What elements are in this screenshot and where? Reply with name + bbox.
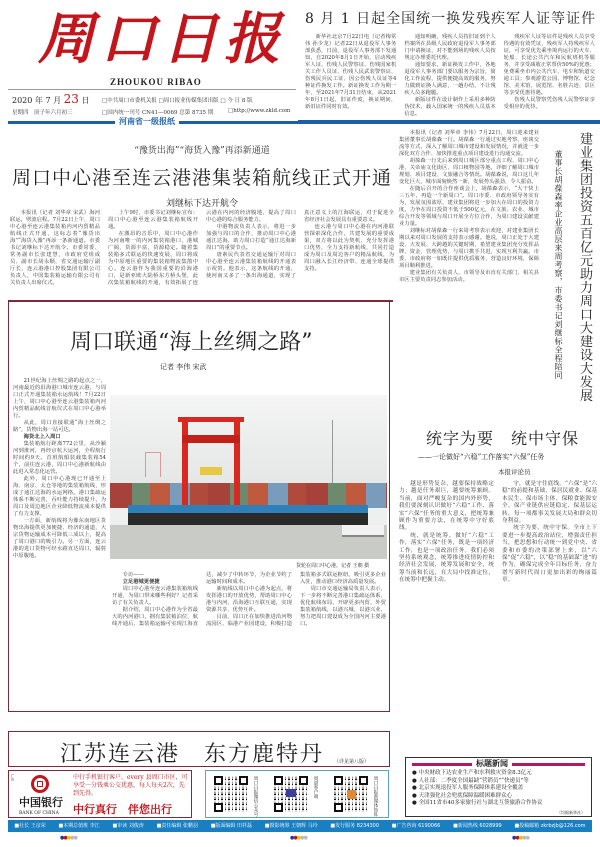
bank-of-china-ad[interactable] bbox=[8, 770, 192, 818]
bank-name: 中国银行 bbox=[19, 796, 63, 809]
grade-label: 河南省一级报纸 bbox=[115, 116, 179, 127]
paragraph: 胡葆森一行先后来到周口城区部分重点工程、周口中心港、关帝庙文化街区、周口植物园等地，详细了解周口城市规划、项目建设、文旅融合等情况。胡葆森说，周口这几年变化巨大，城市面貌焕然一新，发展势头强劲，令人振奋。 bbox=[399, 158, 539, 185]
paragraph: 从此，周口直接联通“海上丝绸之路”，货物出海一站可达。 bbox=[13, 420, 106, 433]
main-subhead: 刘继标下达开航令 bbox=[165, 199, 238, 209]
jianye-body bbox=[399, 130, 539, 415]
footer-item[interactable]: ■投稿邮箱 zkrbzjb@126.com bbox=[514, 823, 586, 829]
editorial-subhead: ——一论做好“六稳”工作落实“六保”任务 bbox=[418, 453, 545, 461]
headline-news-title: 标题新闻 bbox=[472, 758, 512, 769]
port-photo bbox=[110, 395, 387, 559]
qr-code-icon[interactable] bbox=[334, 776, 368, 812]
bank-name-en: BANK OF CHINA bbox=[19, 811, 59, 816]
paragraph: 通知要求，新证换发工作中，各地退役军人事务部门要以服务为宗旨，简化工作流程，提供便捷高效的服务，努力做到证换人满意，一趟办结，不让残疾人员多跑腿。 bbox=[404, 62, 496, 96]
bank-logo-icon bbox=[31, 775, 49, 793]
news-item[interactable]: ● 北京实现退役军人服务保障体系建设全覆盖 bbox=[412, 785, 524, 792]
color-registration-marks: ●●●●● bbox=[512, 835, 529, 841]
photo-caption: 货轮在周口中心港。记者 王朝 摄 bbox=[296, 563, 370, 569]
editorial-body bbox=[399, 481, 597, 746]
paragraph: 建业集团有关负责人，市领导及市直有关部门、相关县市区主要负责同志参加活动。 bbox=[399, 270, 539, 283]
news-item-text: 天津强化社会兜底保障温暖困难群众心 bbox=[418, 792, 513, 799]
bank-slogan: 中行真行 伴您出行 bbox=[73, 803, 172, 816]
paragraph: 统字为要，统中守保。全市上下要进一步提高政治站位，增强责任担当，把思想和行动统一到党中央、省委和市委的决策部署上来，以“六保”促“六稳”，以“稳”的基础谋“进”的作为，确保完成全年目标任务，奋力谱写新时代周口更加出彩的绚丽篇章。 bbox=[502, 525, 597, 584]
news-item[interactable]: ● 中央财政下达农业生产和水利救灾资金8.3亿元 bbox=[412, 770, 532, 776]
divider bbox=[8, 89, 296, 90]
news-source: （均据新华社） bbox=[557, 810, 585, 815]
paragraph: 周口市交通运输局负责人表示，下一步将不断完善港口集疏运体系，优化航线布局，开辟更多内贸、外贸集装箱航线，以港兴城、以港兴业，努力把周口建设成为全国内河主要港口。 bbox=[300, 586, 386, 627]
paragraph: 中港物流负责人表示，将进一步加强与周口的合作，推动周口中心港通江达海，助力周口打造“通江达海新周口”的重要节点。 bbox=[206, 224, 296, 251]
qr-code-icon[interactable] bbox=[214, 776, 248, 812]
paragraph: 21世纪海上丝绸之路的起点之一，河南最近的沿海港口城市连云港，与周口正式开通集装箱水运航线！7月22日上午，周口中心港至连云港集装箱内河内贸精品航线首航仪式在周口中心港举行。 bbox=[13, 378, 106, 419]
newspaper-logo: 周口日报 bbox=[38, 6, 286, 72]
footer-item: ■广告咨询 6190066 bbox=[391, 823, 441, 829]
jianye-headline[interactable]: 建业集团投资五百亿元助力周口大建设大发展 bbox=[577, 132, 592, 402]
date-prefix: 2020 年 7 月 bbox=[12, 96, 62, 105]
qr-label: 周口日报微信公众号 bbox=[253, 776, 258, 817]
news-item-text: 北京实现退役军人服务保障体系建设全覆盖 bbox=[418, 785, 524, 792]
paragraph: 立足港城更便捷 bbox=[122, 579, 160, 585]
paragraph: 越是形势复杂，越要保持战略定力；越是任务艰巨，越要统筹兼顾。当前，面对严峻复杂的国内外形势，我们要深刻认识做好“六稳”工作、落实“六保”任务的重大意义，把统筹兼顾作为重要方法，在统筹中守好底线。 bbox=[399, 481, 494, 532]
qr-code-panel bbox=[205, 770, 389, 818]
footer-item: ■发行服务 8234300 bbox=[330, 823, 380, 829]
news-item-text: 中央财政下达农业生产和水利救灾资金8.3亿元 bbox=[418, 770, 532, 776]
footer-item: ■本期总值班 李江 bbox=[58, 823, 100, 829]
logo-pinyin: ZHOUKOU RIBAO bbox=[110, 77, 202, 87]
jianye-subhead: 董事长胡葆森率企业高层来周考察，市委书记刘继标全程陪同 bbox=[554, 150, 563, 380]
paragraph: 新版证件在设计制作上采用多种防伪技术，载入国家统一的残疾人员基本信息。 bbox=[404, 97, 496, 117]
bank-ad-body: 中行手机银行客户，every 县周口市区，可享受一分钱乘公交优惠，每人每天2次，先到先得。 bbox=[73, 774, 188, 797]
paragraph: 专访—— bbox=[122, 572, 144, 578]
footer-item: ■审读 刘俊涛 bbox=[112, 823, 144, 829]
staff-footer bbox=[8, 820, 592, 832]
feature-bottom-body bbox=[112, 572, 386, 708]
editorial-headline[interactable]: 统字为要 统中守保 bbox=[426, 429, 580, 448]
paragraph: 据介绍，周口中心港作为全省最大的内河港口，拥有集装箱泊位，航线开通后，集装箱运输可实现江海直达，减少了中转环节，为企业节约了运输时间和成本。 bbox=[112, 572, 292, 627]
date-suffix: 日 bbox=[81, 96, 90, 105]
qr-label: 周口日报新媒体矩阵 bbox=[373, 776, 378, 817]
headline-news-box bbox=[405, 757, 592, 817]
paragraph: 目前，周口正在加快推进沿河物流园区、临港产业园建设，积极打造集装箱多式联运枢纽，吸引更多企业入驻，推动港口经济高质量发展。 bbox=[206, 572, 386, 627]
qr-label: 周道客户端 bbox=[313, 776, 318, 799]
paragraph: 本报讯（记者 刘华章 宋武）海河联运，劈波启程。7月22日上午，周口中心港至连云港集装箱内河内贸精品航线正式开通，这标志着“豫货出海”“海货入豫”再添一条新通道。市委书记刘继标下达开航令。市委常委、常务副市长张建慧，市政府党组成员、副市长胡永顺，省交通运输厅副厅长，连云港港口控股集团有限公司负责人，中国集装箱运输有限公司有关负责人出席仪式。 bbox=[10, 210, 100, 286]
ad-note: （详见第八版） bbox=[334, 759, 370, 765]
paragraph: 新航线以周口中心港为起点，将发挥港口的开放优势，帮助周口中心港与内河、沿海港口互联互通，实现资源共享、优势互补。 bbox=[206, 586, 292, 613]
date-day: 23 bbox=[63, 92, 79, 106]
top-article-body bbox=[305, 34, 595, 118]
publisher-info: □中共周口市委机关报 □周口报业传媒集团出版 □ 今 日 8 版 bbox=[102, 98, 253, 104]
color-registration-marks: ●●●●● bbox=[60, 835, 77, 841]
ad-text: 江苏连云港 东方鹿特丹 bbox=[60, 742, 325, 767]
paragraph: 上午9时，市委书记刘继标宣布：周口中心港至连云港集装箱航线开通。 bbox=[108, 210, 198, 230]
footer-item: ■新闻热线 6028999 bbox=[453, 823, 502, 829]
issue-date bbox=[12, 92, 89, 106]
footer-item: ■责任编辑 张鹏羽 bbox=[156, 823, 198, 829]
paragraph: 守，就是守住底线。“六保”是“六稳”的前提和基础，保居民就业、保基本民生、保市场主体、保粮食能源安全、保产业链供应链稳定、保基层运转，每一项都事关发展大局和群众切身利益。 bbox=[502, 481, 597, 525]
paragraph: 本报讯（记者 刘华章 李伟）7月22日，周口迎来建业集团董事长胡葆森一行。胡葆森一行通过实地考察、座谈交流等方式，深入了解周口城市建设和发展情况，并就进一步深化双方合作、加快推进重点项目建设进行沟通交流。 bbox=[399, 130, 539, 157]
main-headline[interactable]: 周口中心港至连云港港集装箱航线正式开通 bbox=[11, 167, 392, 189]
weekday-lunar: 星期四 庚子年六月初三 bbox=[12, 110, 73, 116]
news-item[interactable]: ● 天津强化社会兜底保障温暖困难群众心 bbox=[412, 792, 513, 799]
paragraph: 在激昂的音乐中，周口中心港作为河南唯一的内河集装箱港口，港城广阔，货源丰富，货源稳定。随着集装箱多式联运的快速发展，周口将成为中原地区重要的集装箱物流集散中心。连云港作为我国重要的沿海港口，是新亚欧大陆桥东方桥头堡，此次集装箱航线的开通，有效拓展了连云港在内河的经济腹地，提高了周口中心港的综合服务能力。 bbox=[108, 210, 296, 286]
paragraph: 残疾军人证等证件是残疾人员享受待遇的有效凭证，残疾军人持残疾军人证，可享受优先乘坐境内运行的火车、轮船、长途公共汽车和民航班机等服务，并享受减收正常票价50%的优惠；免费乘坐市内公共汽车、电车和轨道交通工具；参观游览公园、博物馆、纪念馆、美术馆、展览馆、名胜古迹、景区等享受优惠待遇。 bbox=[503, 34, 595, 96]
paragraph: 伤残人民警察凭伤残人民警察证享受相应的优待。 bbox=[503, 97, 595, 110]
paragraph: 唐素民代表省交通运输厅对周口中心港至连云港集装箱航线的开通表示祝贺。他表示，这条航线的开通，使河南又多了一条出海通道，实现了真正意义上的江海联运，对于促进全省经济社会发展具有重要意义。 bbox=[206, 210, 394, 279]
news-item[interactable]: ● 人社部：二季度全国最缺“营销员”“快递员”等 bbox=[412, 777, 529, 784]
footer-item: ■社长 王彦荣 bbox=[14, 823, 46, 829]
paragraph: 连云港与周口中心港在内河港联营探索深化合作，共建发展的重要成果，双方将以此为契机，充分发挥港口优势，全力支持新航线，共同打造成为周口及周边客户的精品航线，为周口融入长江经济带、连通全球提供支持。 bbox=[304, 224, 394, 272]
feature-left-column bbox=[13, 378, 106, 708]
paragraph: 周口中心港至连云港集装箱航线开通，为周口带来哪些利好？记者采访了有关负责人。 bbox=[112, 586, 198, 606]
editorial-author: 本报评论员 bbox=[498, 468, 531, 476]
footer-item: ■版面编辑 田祥磊 bbox=[210, 823, 253, 829]
headline-news-list bbox=[412, 770, 543, 808]
news-item[interactable]: ● 全国11省市40多家旅行社与湖北互签旅游合作协议 bbox=[412, 800, 543, 807]
issue-number: □国内统一刊号 CN41—0069 总第 8735 期 bbox=[102, 110, 214, 116]
website-link[interactable]: □http://www.zkld.com bbox=[228, 108, 291, 114]
main-kicker: “豫货出海”“海货入豫”再添新通道 bbox=[134, 146, 270, 156]
footer-item: ■摄影统筹 王朝辉 马玲 bbox=[264, 823, 318, 829]
section-rule bbox=[298, 120, 600, 124]
news-item-text: 人社部：二季度全国最缺“营销员”“快递员”等 bbox=[418, 777, 529, 784]
top-article-headline[interactable]: 8 月 1 日起全国统一换发残疾军人证等证件 bbox=[305, 11, 597, 27]
ad-marker: 广告 bbox=[11, 774, 15, 781]
paragraph: 刘继标对胡葆森一行来周考察表示欢迎，对建业集团长期以来对周口发展的支持表示感谢。他说，周口正处于大建设、大发展、大跨越的关键时期，希望建业集团充分发挥品牌、资金、管理优势，与周口携手共进，实现互利共赢。市委、市政府将一如既往提供优质服务，营造良好环境，保障项目顺利推进。 bbox=[399, 228, 539, 269]
news-item-text: 全国11省市40多家旅行社与湖北互签旅游合作协议 bbox=[418, 800, 543, 807]
feature-byline: 记者 李伟 宋武 bbox=[160, 363, 207, 371]
paragraph: 集装箱航行距离772公里，从沙颍河到淮河，再经京杭大运河，全程航行时间约9天。首班航船装载集装箱54个，前往连云港，周口中心港新航线由此进入常态化运营。 bbox=[13, 441, 106, 475]
paragraph: 新华社北京7月22日电（记者梅常伟 孙少龙）记者22日从退役军人事务部获悉，日前，退役军人事务部下发通知，自2020年8月1日开始，启动残疾军人证、伤残人民警察证、伤残国家机关工作人员证、伤残人民武装警察证、伤残民兵民工证、因公伤残人员证等4种证件换发工作。新证换发工作为期一年，至2021年7月31日结束，从2021年8月1日起，旧证作废，换证期间，新旧证件同时有效。 bbox=[305, 34, 397, 110]
paragraph: 在随后召开的合作座谈会上，胡葆森表示，“大干快上三五年，再造一个新周口”。周口市委、市政府领导务实有为，发展氛围浓厚，建业集团将进一步加大在周口的投资力度，力争在周口投资不低于500亿元，在文旅、农业、城市综合开发等领域与周口开展全方位合作，为周口建设贡献建业力量。 bbox=[399, 186, 539, 227]
paragraph: 统，就是统筹。做好“六稳”工作，落实“六保”任务，既是一项经济工作，也是一项政治任务。我们必须坚持系统观念，统筹推进疫情防控和经济社会发展，统筹发展和安全，统筹当前和长远，在大局中找准定位，在统筹中把握主动。 bbox=[399, 532, 494, 584]
color-registration-marks: ●●●●● bbox=[290, 835, 307, 841]
paragraph: 此外，周口中心港现已开通至上海、南京、太仓等地的集装箱航线，形成了通江达海的水运网络。港口集疏运体系不断完善，吞吐能力持续提升，为周口及周边地区企业降低物流成本提供了有力支撑。 bbox=[13, 476, 106, 517]
paragraph: 海货北上入周口 bbox=[23, 434, 61, 440]
qr-code-icon[interactable] bbox=[274, 776, 308, 812]
paragraph: 通知明确，残疾人员持旧证到个人档案所在县级人民政府退役军人事务部门申请换证，对不能到场的残疾人员按规定办理委托代理。 bbox=[404, 34, 496, 61]
feature-headline[interactable]: 周口联通“海上丝绸之路” bbox=[70, 330, 313, 355]
main-article-body bbox=[10, 210, 394, 298]
paragraph: 一方面，新航线将为豫东南地区货物出海提供更加便捷、经济的通道，大宗货物运输成本可降低三成以上，提高了周口港口的吸引力。另一方面，连云港的进口货物可经水路直达周口，辐射中原腹地。 bbox=[13, 518, 106, 559]
